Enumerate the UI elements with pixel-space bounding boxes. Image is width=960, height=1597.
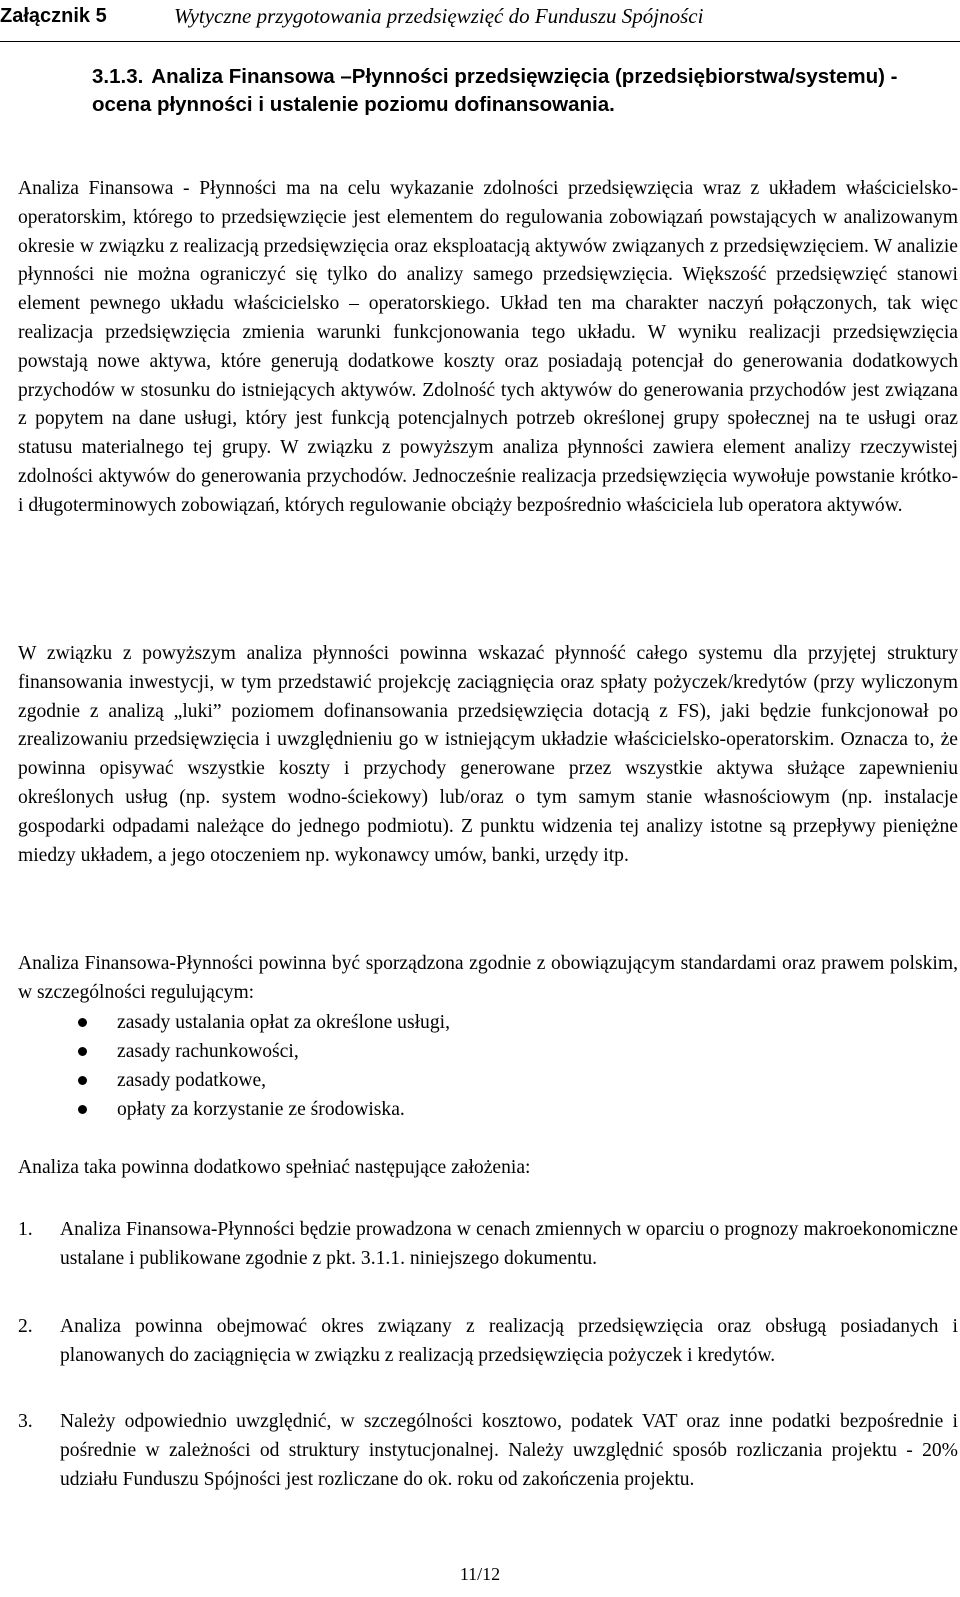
- regulations-list: [18, 1008, 958, 1124]
- section-number: 3.1.3.: [92, 65, 144, 88]
- item-text: Należy odpowiednio uwzględnić, w szczególności kosztowo, podatek VAT oraz inne podatki bezpośrednie i pośrednie w zależności od struktury instytucjonalnej. Należy uwzględnić sposób rozliczania projektu - 20% udziału Funduszu Spójności jest rozliczane do ok. roku od zakończenia projektu.: [60, 1411, 958, 1490]
- list-item: zasady podatkowe,: [18, 1066, 958, 1095]
- page-header: [0, 0, 960, 44]
- item-number: 3.: [18, 1411, 33, 1432]
- header-divider: [0, 41, 960, 42]
- item-number: 2.: [18, 1316, 33, 1337]
- list-item: zasady ustalania opłat za określone usługi,: [18, 1008, 958, 1037]
- paragraph-system-liquidity: W związku z powyższym analiza płynności powinna wskazać płynność całego systemu dla przyjętej struktury finansowania inwestycji, w tym przedstawić projekcję zaciągnięcia oraz spłaty pożyczek/kredytów (przy wyliczonym zgodnie z analizą „luki” poziomem dofinansowania przedsięwzięcia dotacją z FS), jaki będzie funkcjonował po zrealizowaniu przedsięwzięcia i uwzględnieniu go w istniejącym układzie właścicielsko-operatorskim. Oznacza to, że powinna opisywać wszystkie koszty i przychody generowane przez wszystkie aktywa służące zapewnieniu określonych usług (np. system wodno-ściekowy) lub/oraz o tym samym stanie własnościowym (np. instalacje gospodarki odpadami należące do jednego podmiotu). Z punktu widzenia tej analizy istotne są przepływy pieniężne miedzy układem, a jego otoczeniem np. wykonawcy umów, banki, urzędy itp.: [18, 643, 958, 866]
- numbered-item: [18, 1408, 958, 1494]
- list-item: zasady rachunkowości,: [18, 1037, 958, 1066]
- numbered-item: [18, 1313, 958, 1371]
- item-number: 1.: [18, 1219, 33, 1240]
- bullet-icon: [78, 1105, 87, 1114]
- header-subtitle: Wytyczne przygotowania przedsięwzięć do Funduszu Spójności: [174, 4, 704, 28]
- paragraph-purpose: Analiza Finansowa - Płynności ma na celu wykazanie zdolności przedsięwzięcia wraz z układem właścicielsko-operatorskim, którego to przedsięwzięcie jest elementem do regulowania zobowiązań powstających w analizowanym okresie w związku z realizacją przedsięwzięcia oraz eksploatacją aktywów związanych z przedsięwzięciem. W analizie płynności nie można ograniczyć się tylko do analizy samego przedsięwzięcia. Większość przedsięwzięć stanowi element pewnego układu właścicielsko – operatorskiego. Układ ten ma charakter naczyń połączonych, tak więc realizacja przedsięwzięcia zmienia warunki funkcjonowania tego układu. W wyniku realizacji przedsięwzięcia powstają nowe aktywa, które generują dodatkowe koszty oraz posiadają potencjał do generowania dodatkowych przychodów w stosunku do istniejących aktywów. Zdolność tych aktywów do generowania przychodów jest związana z popytem na dane usługi, który jest funkcją potencjalnych potrzeb określonej grupy społecznej na te usługi oraz statusu materialnego tej grupy. W związku z powyższym analiza płynności zawiera element analizy rzeczywistej zdolności aktywów do generowania przychodów. Jednocześnie realizacja przedsięwzięcia wywołuje powstanie krótko- i długoterminowych zobowiązań, których regulowanie obciąży bezpośrednio właściciela lub operatora aktywów.: [18, 178, 958, 516]
- item-text: Analiza powinna obejmować okres związany z realizacją przedsięwzięcia oraz obsługą posiadanych i planowanych do zaciągnięcia w związku z realizacją przedsięwzięcia pożyczek i kredytów.: [60, 1316, 958, 1366]
- item-text: Analiza Finansowa-Płynności będzie prowadzona w cenach zmiennych w oparciu o prognozy makroekonomiczne ustalane i publikowane zgodnie z pkt. 3.1.1. niniejszego dokumentu.: [60, 1219, 958, 1269]
- bullet-icon: [78, 1076, 87, 1085]
- numbered-item: [18, 1216, 958, 1274]
- list-item: opłaty za korzystanie ze środowiska.: [18, 1095, 958, 1124]
- page-number: 11/12: [459, 1564, 501, 1584]
- bullet-icon: [78, 1047, 87, 1056]
- section-title: Analiza Finansowa –Płynności przedsięwzięcia (przedsiębiorstwa/systemu) - ocena płynności i ustalenie poziomu dofinansowania.: [92, 65, 898, 116]
- attachment-label: Załącznik 5: [0, 5, 107, 27]
- section-heading: [92, 63, 958, 119]
- bullet-icon: [78, 1018, 87, 1027]
- paragraph-assumptions: Analiza taka powinna dodatkowo spełniać następujące założenia:: [18, 1157, 531, 1178]
- paragraph-standards: Analiza Finansowa-Płynności powinna być sporządzona zgodnie z obowiązującym standardami oraz prawem polskim, w szczególności regulującym:: [18, 953, 958, 1003]
